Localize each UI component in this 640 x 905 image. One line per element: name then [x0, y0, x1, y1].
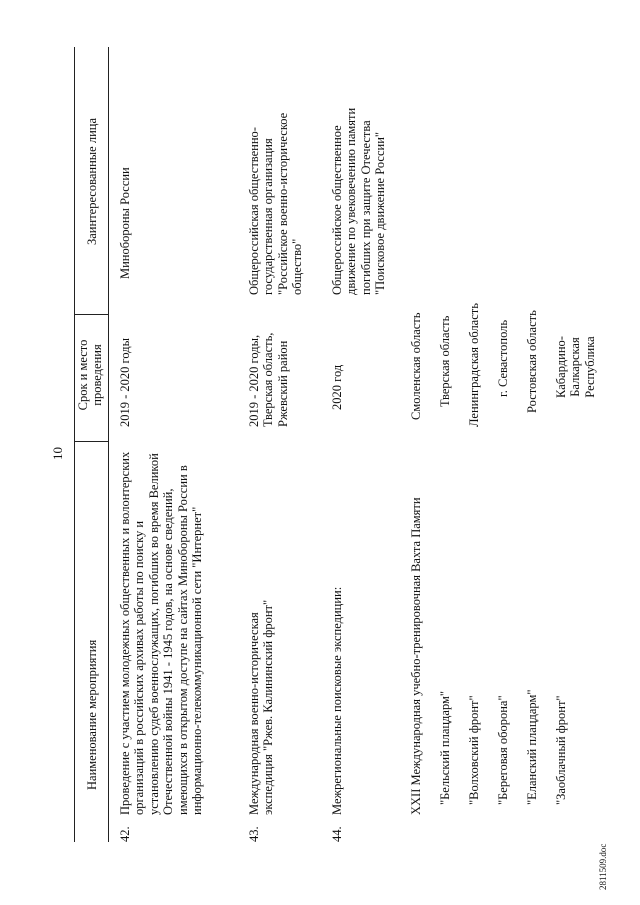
row-number: 42. — [118, 826, 132, 842]
subitem-name: "Заоблачный фронт" — [554, 695, 568, 805]
page-number: 10 — [50, 447, 65, 460]
subitem-name: XXII Международная учебно-тренировочная Вахта Памяти — [409, 497, 423, 815]
subitem-name: "Волховский фронт" — [467, 695, 481, 805]
subitem-name: "Бельский плацдарм" — [438, 690, 452, 805]
row-name: Проведение с участием молодежных общественных и волонтерских организаций в российских архивах работы по поиску и установлению судеб военнослужащих, погибших во время Великой Отечественной войны 1941 - 1945 годов, на основе сведений, имеющихся в открытом доступе на сайтах Минобороны России в информационно-телекоммуникационной сети "Интернет" — [118, 451, 205, 815]
column-header-name: Наименование мероприятия — [85, 639, 99, 790]
header-top-rule — [74, 47, 75, 842]
subitem-place: Тверская область — [438, 315, 452, 407]
row-number: 43. — [247, 826, 261, 842]
row-who: Минобороны России — [118, 167, 132, 279]
subitem-place: г. Севастополь — [496, 319, 510, 397]
row-name: Международная военно-историческая экспедиция "Ржев. Калининский фронт" — [247, 599, 276, 815]
row-when: 2019 - 2020 годы — [118, 337, 132, 427]
row-name: Межрегиональные поисковые экспедиции: — [330, 586, 344, 815]
row-who: Общероссийская общественно-государственная организация "Российское военно-историческое общество" — [247, 112, 305, 295]
subitem-place: Ростовская область — [525, 310, 539, 413]
subitem-name: "Береговая оборона" — [496, 695, 510, 805]
header-divider-1 — [74, 441, 108, 442]
header-divider-2 — [74, 314, 108, 315]
column-header-who: Заинтересованные лица — [85, 117, 99, 245]
row-who: Общероссийское общественное движение по увековечению памяти погибших при защите Отечества "Поисковое движение России" — [330, 107, 388, 295]
subitem-place: Кабардино-Балкарская Республика — [554, 336, 597, 398]
column-header-when: Срок и место проведения — [76, 339, 104, 411]
document-id: 2811509.doc — [598, 843, 608, 890]
subitem-place: Ленинградская область — [467, 303, 481, 427]
subitem-place: Смоленская область — [409, 312, 423, 420]
subitem-name: "Еланский плацдарм" — [525, 689, 539, 805]
row-when: 2019 - 2020 годы, Тверская область, Ржевский район — [247, 332, 290, 427]
row-when: 2020 год — [330, 364, 344, 410]
row-number: 44. — [330, 826, 344, 842]
header-bottom-rule — [108, 47, 109, 842]
